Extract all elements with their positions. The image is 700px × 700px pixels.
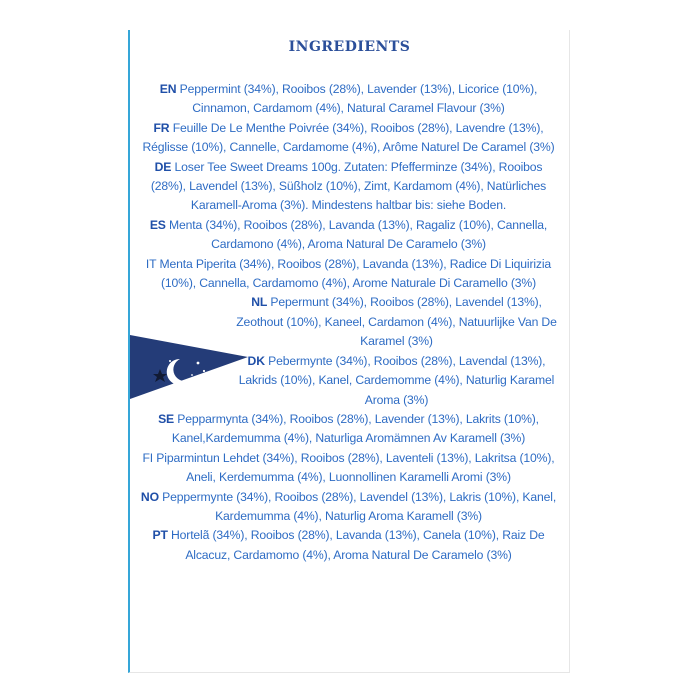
ingredient-para-se: [138, 410, 559, 449]
pennant-shape: [130, 335, 248, 399]
lang-code-es: ES: [149, 217, 166, 232]
ingredient-para-fi: [138, 449, 559, 488]
ingredients-nl: Pepermunt (34%), Rooibos (28%), Lavendel (13%), Zeothout (10%), Kaneel, Cardamon (4%), Natuurlijke Van De Karamel (3%): [236, 295, 557, 349]
lang-code-se: SE: [158, 411, 175, 426]
page-title: INGREDIENTS: [288, 39, 411, 55]
ingredients-es: Menta (34%), Rooibos (28%), Lavanda (13%), Ragaliz (10%), Cannella, Cardamono (4%), Aroma Natural De Caramelo (3%): [169, 217, 548, 252]
star-dot-icon: [169, 360, 171, 362]
lang-code-no: NO: [140, 489, 159, 504]
lang-code-fr: FR: [153, 120, 170, 135]
ingredient-para-it: [138, 255, 559, 294]
star-dot-icon: [197, 362, 200, 365]
lang-code-pt: PT: [152, 528, 168, 543]
ingredients-pt: Hortelã (34%), Rooibos (28%), Lavanda (13%), Canela (10%), Raiz De Alcacuz, Cardamomo (4%), Aroma Natural De Caramelo (3%): [171, 528, 545, 562]
ingredient-para-pt: [138, 526, 559, 565]
ingredients-list: [138, 80, 559, 565]
ingredient-para-es: [138, 216, 559, 255]
ingredients-de: Loser Tee Sweet Dreams 100g. Zutaten: Pfefferminze (34%), Rooibos (28%), Lavendel (13%), Süßholz (10%), Zimt, Kardamom (4%), Natürliches Karamell-Aroma (3%). Mindestens haltbar bis: siehe Boden.: [150, 159, 547, 213]
ingredients-it: Menta Piperita (34%), Rooibos (28%), Lavanda (13%), Radice Di Liquirizia (10%), Cannella, Cardamomo (4%), Arome Naturale Di Caramello (3%): [159, 256, 552, 291]
lang-code-it: IT: [145, 256, 157, 271]
ingredient-para-de: [138, 158, 559, 216]
lang-code-dk: DK: [247, 353, 265, 368]
ingredients-en: Peppermint (34%), Rooibos (28%), Lavender (13%), Licorice (10%), Cinnamon, Cardamom (4%), Natural Caramel Flavour (3%): [179, 82, 538, 116]
star-dot-icon: [191, 374, 193, 376]
ingredients-dk: Pebermynte (34%), Rooibos (28%), Lavendal (13%), Lakrids (10%), Kanel, Cardemomme (4%), Naturlig Karamel Aroma (3%): [238, 353, 555, 407]
pennant-flag: [130, 335, 250, 405]
ingredient-para-no: [138, 488, 559, 527]
ingredients-fr: Feuille De Le Menthe Poivrée (34%), Rooibos (28%), Lavendre (13%), Réglisse (10%), Cannelle, Cardamome (4%), Arôme Naturel De Caramel (3%): [142, 120, 555, 155]
lang-code-de: DE: [154, 159, 172, 174]
lang-code-nl: NL: [251, 295, 268, 310]
lang-code-fi: FI: [142, 450, 154, 465]
star-dot-icon: [203, 370, 205, 372]
ingredients-se: Pepparmynta (34%), Rooibos (28%), Lavender (13%), Lakrits (10%), Kanel,Kardemumma (4%), Naturliga Aromämnen Av Karamell (3%): [171, 411, 539, 446]
ingredients-no: Peppermynte (34%), Rooibos (28%), Lavendel (13%), Lakris (10%), Kanel, Kardemumma (4%), Naturlig Aroma Karamell (3%): [162, 489, 557, 523]
ingredient-para-fr: [138, 119, 559, 158]
ingredient-para-en: [138, 80, 559, 119]
ingredients-fi: Piparmintun Lehdet (34%), Rooibos (28%), Laventeli (13%), Lakritsa (10%), Aneli, Kerdemumma (4%), Luonnollinen Karamelli Aromi (3%): [156, 450, 555, 485]
lang-code-en: EN: [159, 82, 177, 96]
